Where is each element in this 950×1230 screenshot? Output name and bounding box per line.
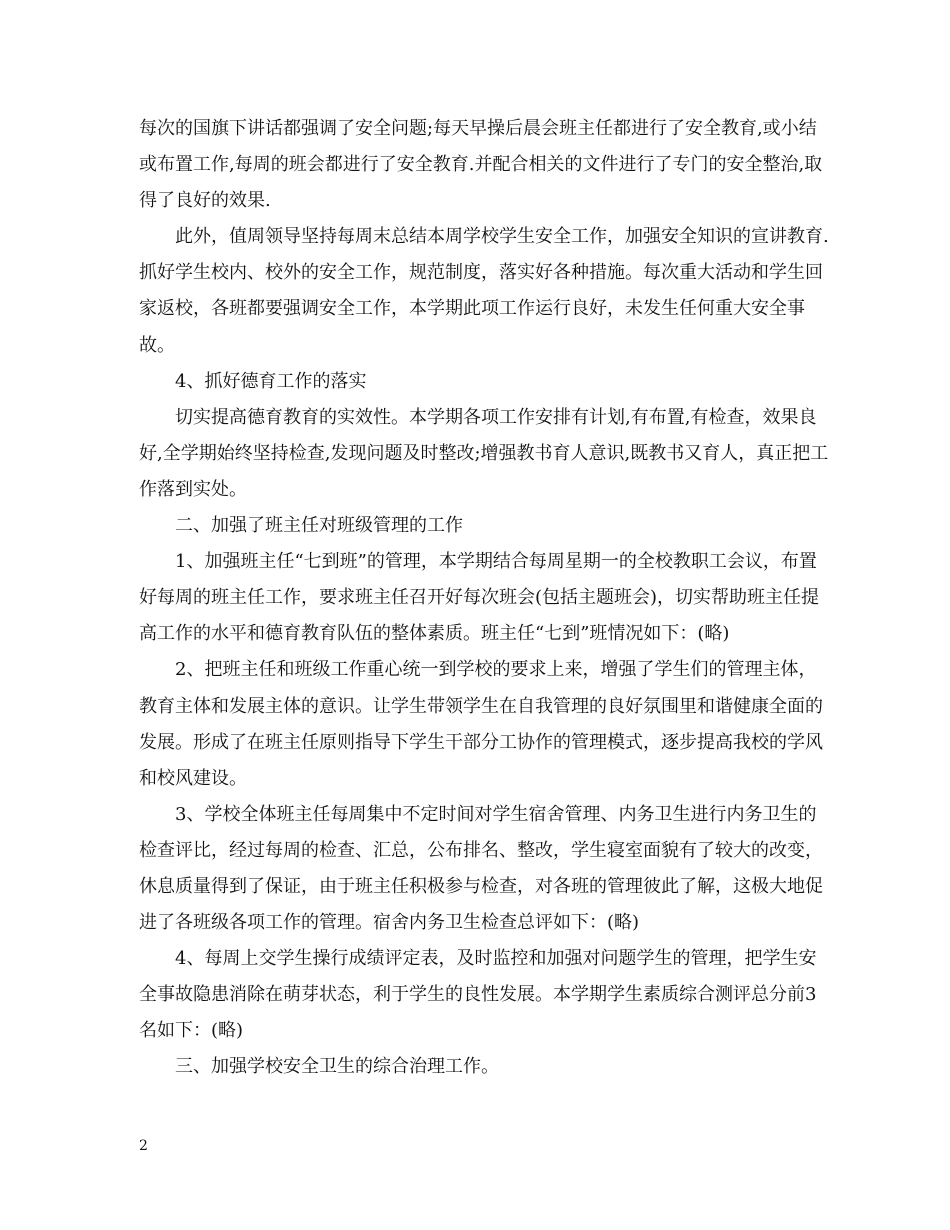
paragraph-3: 切实提高德育教育的实效性。本学期各项工作安排有计划,有布置,有检查，效果良好,全学期始终坚持检查,发现问题及时整改;增强教书育人意识,既教书又育人，真正把工作落到实处。 (139, 406, 829, 500)
paragraph-6: 3、学校全体班主任每周集中不定时间对学生宿舍管理、内务卫生进行内务卫生的检查评比，经过每周的检查、汇总，公布排名、整改，学生寝室面貌有了较大的改变，休息质量得到了保证，由于班主任积极参与检查，对各班的管理彼此了解，这极大地促进了各班级各项工作的管理。宿舍内务卫生检查总评如下：(略) (139, 803, 823, 934)
page-number: 2 (139, 1138, 148, 1154)
section-heading-4: 4、抓好德育工作的落实 (175, 370, 367, 392)
section-heading-3: 三、加强学校安全卫生的综合治理工作。 (175, 1056, 499, 1078)
paragraph-1: 每次的国旗下讲话都强调了安全问题;每天早操后晨会班主任都进行了安全教育,或小结或布置工作,每周的班会都进行了安全教育.并配合相关的文件进行了专门的安全整治,取得了良好的效果. (139, 118, 823, 212)
section-heading-2: 二、加强了班主任对班级管理的工作 (175, 515, 463, 537)
paragraph-4: 1、加强班主任“七到班”的管理，本学期结合每周星期一的全校教职工会议，布置好每周的班主任工作，要求班主任召开好每次班会(包括主题班会)，切实帮助班主任提高工作的水平和德育教育队伍的整体素质。班主任“七到”班情况如下：(略) (139, 551, 820, 645)
paragraph-7: 4、每周上交学生操行成绩评定表，及时监控和加强对问题学生的管理，把学生安全事故隐患消除在萌芽状态，利于学生的良性发展。本学期学生素质综合测评总分前3名如下：(略) (139, 948, 817, 1042)
paragraph-5: 2、把班主任和班级工作重心统一到学校的要求上来，增强了学生们的管理主体，教育主体和发展主体的意识。让学生带领学生在自我管理的良好氛围里和谐健康全面的发展。形成了在班主任原则指导下学生干部分工协作的管理模式，逐步提高我校的学风和校风建设。 (139, 659, 823, 789)
paragraph-2: 此外，值周领导坚持每周末总结本周学校学生安全工作，加强安全知识的宣讲教育.抓好学生校内、校外的安全工作，规范制度，落实好各种措施。每次重大活动和学生回家返校，各班都要强调安全工作，本学期此项工作运行良好，未发生任何重大安全事故。 (139, 226, 829, 356)
document-body (139, 111, 829, 1086)
